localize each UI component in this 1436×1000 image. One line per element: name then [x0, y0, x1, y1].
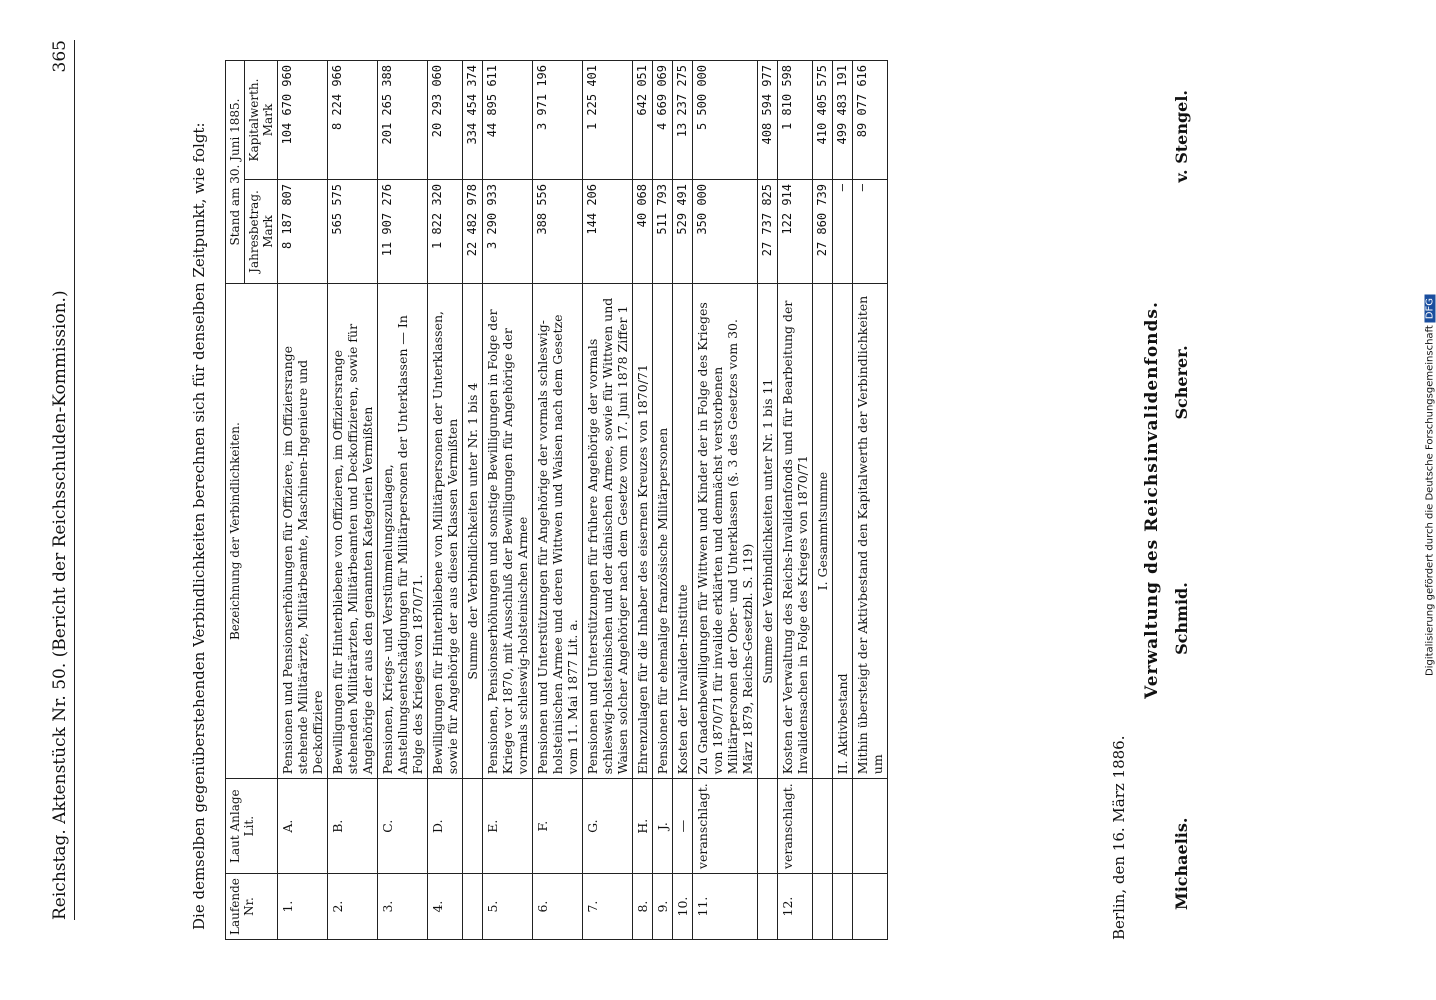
cell-jahresbetrag: 3 290 933 [483, 180, 533, 284]
cell-text: Pensionen und Unterstützungen für frühere Angehörige der vormals schleswig-holsteinischen und der dänischen Armee, sowie für Wittwen und Waisen solcher Angehöriger nach dem Gesetze vom 17. Juni 1878 Ziffer 1 [583, 284, 633, 779]
cell-nr: 5. [483, 874, 533, 940]
cell-kapitalwerth: 1 810 598 [778, 61, 813, 180]
cell-kapitalwerth: 408 594 977 [758, 61, 778, 180]
cell-jahresbetrag: 511 793 [653, 180, 673, 284]
cell-kapitalwerth: 1 225 401 [583, 61, 633, 180]
dfg-logo: DFG [1425, 295, 1436, 322]
table-row [483, 61, 533, 940]
cell-text: Kosten der Invaliden-Institute [673, 284, 693, 779]
signature-name: Schmid. [1172, 582, 1191, 655]
cell-kapitalwerth: 89 077 616 [853, 61, 888, 180]
table-row [673, 61, 693, 940]
table-sum-row [813, 61, 833, 940]
table-row [583, 61, 633, 940]
cell-jahresbetrag: 40 068 [633, 180, 653, 284]
table-row [853, 61, 888, 940]
cell-lit [833, 779, 853, 874]
cell-lit: D. [428, 779, 463, 874]
cell-nr: 7. [583, 874, 633, 940]
cell-nr: 8. [633, 874, 653, 940]
cell-kapitalwerth: 13 237 275 [673, 61, 693, 180]
cell-nr: 10. [673, 874, 693, 940]
table-body [278, 61, 888, 940]
cell-lit [758, 779, 778, 874]
cell-kapitalwerth: 4 669 069 [653, 61, 673, 180]
table-sum-row [463, 61, 483, 940]
cell-text: I. Gesammtsumme [813, 284, 833, 779]
signature-name: Michaelis. [1172, 817, 1191, 910]
cell-jahresbetrag: 144 206 [583, 180, 633, 284]
page-number: 365 [50, 40, 70, 73]
signature-names [1172, 60, 1191, 940]
cell-kapitalwerth: 5 500 000 [693, 61, 758, 180]
signature-title: Verwaltung des Reichsinvalidenfonds. [1142, 301, 1162, 699]
cell-lit: E. [483, 779, 533, 874]
cell-nr: 2. [328, 874, 378, 940]
col-header-anlage: Laut Anlage Lit. [226, 779, 278, 874]
table-row [653, 61, 673, 940]
cell-lit: F. [533, 779, 583, 874]
cell-jahresbetrag: 8 187 807 [278, 180, 328, 284]
place-date: Berlin, den 16. März 1886. [1110, 735, 1128, 940]
cell-text: Pensionen und Pensionserhöhungen für Offiziere, im Offiziersrange stehende Militärärzte, Militärbeamte, Maschinen-Ingenieure und Deckoffiziere [278, 284, 328, 779]
side-note [1415, 40, 1436, 940]
cell-kapitalwerth: 499 483 191 [833, 61, 853, 180]
cell-nr [853, 874, 888, 940]
cell-jahresbetrag: 1 822 320 [428, 180, 463, 284]
cell-nr: 12. [778, 874, 813, 940]
signature-name: v. Stengel. [1172, 90, 1191, 183]
cell-text: Summe der Verbindlichkeiten unter Nr. 1 bis 11 [758, 284, 778, 779]
cell-nr: 3. [378, 874, 428, 940]
signature-block [1110, 60, 1191, 940]
cell-kapitalwerth: 201 265 388 [378, 61, 428, 180]
table-row [693, 61, 758, 940]
cell-text: Mithin übersteigt der Aktivbestand den Kapitalwerth der Verbindlichkeiten um [853, 284, 888, 779]
side-note-text [1425, 46, 1436, 926]
col-header-bezeichnung: Bezeichnung der Verbindlichkeiten. [226, 284, 278, 779]
cell-nr: 9. [653, 874, 673, 940]
table-row [428, 61, 463, 940]
table-row [633, 61, 653, 940]
funding-note: Digitalisierung gefördert durch die Deutsche Forschungsgemeinschaft [1424, 325, 1436, 677]
cell-kapitalwerth: 20 293 060 [428, 61, 463, 180]
cell-nr [833, 874, 853, 940]
cell-text: Kosten der Verwaltung des Reichs-Invalidenfonds und für Bearbeitung der Invalidensachen in Folge des Krieges von 1870/71 [778, 284, 813, 779]
cell-nr [758, 874, 778, 940]
cell-jahresbetrag: — [853, 180, 888, 284]
cell-kapitalwerth: 410 405 575 [813, 61, 833, 180]
cell-lit: veranschlagt. [693, 779, 758, 874]
cell-kapitalwerth: 8 224 966 [328, 61, 378, 180]
cell-nr [813, 874, 833, 940]
col-header-jahresbetrag: Jahresbetrag. Mark [245, 180, 278, 284]
cell-text: Pensionen für ehemalige französische Militärpersonen [653, 284, 673, 779]
cell-lit: B. [328, 779, 378, 874]
liabilities-table [225, 60, 888, 940]
table-row [278, 61, 328, 940]
cell-lit [853, 779, 888, 874]
cell-jahresbetrag: 122 914 [778, 180, 813, 284]
cell-text: Ehrenzulagen für die Inhaber des eisernen Kreuzes von 1870/71 [633, 284, 653, 779]
cell-lit: — [673, 779, 693, 874]
cell-kapitalwerth: 334 454 374 [463, 61, 483, 180]
cell-text: II. Aktivbestand [833, 284, 853, 779]
cell-text: Bewilligungen für Hinterbliebene von Offizieren, im Offiziersrange stehenden Militärärzten, Militärbeamten und Deckoffizieren, sowie für Angehörige der aus den genannten Kategorien Vermißten [328, 284, 378, 779]
cell-lit: A. [278, 779, 328, 874]
header-text: Reichstag. Aktenstück Nr. 50. (Bericht der Reichsschulden-Kommission.) [50, 290, 70, 920]
table-row [778, 61, 813, 940]
cell-nr: 6. [533, 874, 583, 940]
cell-kapitalwerth: 3 971 196 [533, 61, 583, 180]
cell-kapitalwerth: 104 670 960 [278, 61, 328, 180]
cell-nr: 11. [693, 874, 758, 940]
col-header-kapitalwerth: Kapitalwerth. Mark [245, 61, 278, 180]
cell-lit: C. [378, 779, 428, 874]
cell-jahresbetrag: 11 907 276 [378, 180, 428, 284]
col-header-lfd: Laufende Nr. [226, 874, 278, 940]
cell-jahresbetrag: 529 491 [673, 180, 693, 284]
cell-lit [813, 779, 833, 874]
table-sum-row [758, 61, 778, 940]
cell-nr: 4. [428, 874, 463, 940]
table-row [533, 61, 583, 940]
cell-text: Zu Gnadenbewilligungen für Wittwen und Kinder der in Folge des Krieges von 1870/71 für invalide erklärten und demnächst verstorbenen Militärpersonen der Ober- und Unterklassen (§. 3 des Gesetzes vom 30. März 1879, Reichs-Gesetzbl. S. 119) [693, 284, 758, 779]
cell-jahresbetrag: 27 737 825 [758, 180, 778, 284]
cell-lit [463, 779, 483, 874]
cell-lit: veranschlagt. [778, 779, 813, 874]
cell-nr: 1. [278, 874, 328, 940]
cell-text: Bewilligungen für Hinterbliebene von Militärpersonen der Unterklassen, sowie für Angehörige der aus diesen Klassen Vermißten [428, 284, 463, 779]
cell-jahresbetrag: — [833, 180, 853, 284]
intro-text: Die demselben gegenüberstehenden Verbindlichkeiten berechnen sich für denselben Zeitpunkt, wie folgt: [190, 122, 208, 930]
cell-jahresbetrag: 388 556 [533, 180, 583, 284]
cell-text: Pensionen und Unterstützungen für Angehörige der vormals schleswig-holsteinischen Armee und deren Wittwen und Waisen nach dem Gesetze vom 11. Mai 1877 Lit. a. [533, 284, 583, 779]
signature-name: Scherer. [1172, 345, 1191, 420]
cell-jahresbetrag: 27 860 739 [813, 180, 833, 284]
table-row [328, 61, 378, 940]
cell-lit: H. [633, 779, 653, 874]
cell-lit: G. [583, 779, 633, 874]
cell-jahresbetrag: 565 575 [328, 180, 378, 284]
cell-text: Summe der Verbindlichkeiten unter Nr. 1 bis 4 [463, 284, 483, 779]
table-row [378, 61, 428, 940]
cell-kapitalwerth: 44 895 611 [483, 61, 533, 180]
cell-jahresbetrag: 350 000 [693, 180, 758, 284]
cell-nr [463, 874, 483, 940]
running-header [50, 40, 75, 920]
col-header-stand: Stand am 30. Juni 1885. [226, 61, 245, 284]
cell-text: Pensionen, Kriegs- und Verstümmelungszulagen, Anstellungsentschädigungen für Militärpersonen der Unterklassen — In Folge des Krieges von 1870/71. [378, 284, 428, 779]
table-row [833, 61, 853, 940]
cell-text: Pensionen, Pensionserhöhungen und sonstige Bewilligungen in Folge der Kriege vor 1870, mit Ausschluß der Bewilligungen für Angehörige der vormals schleswig-holsteinischen Armee [483, 284, 533, 779]
cell-lit: J. [653, 779, 673, 874]
cell-jahresbetrag: 22 482 978 [463, 180, 483, 284]
cell-kapitalwerth: 642 051 [633, 61, 653, 180]
